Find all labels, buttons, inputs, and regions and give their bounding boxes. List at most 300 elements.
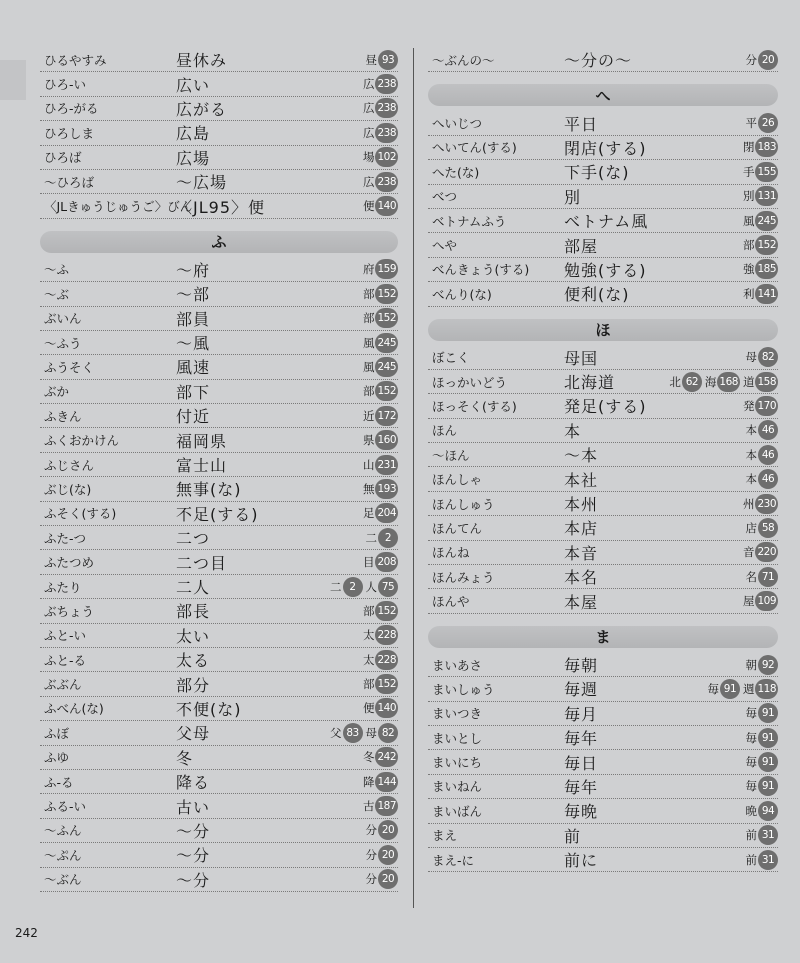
kanji-ref (366, 577, 399, 597)
ref-number-badge: 242 (375, 747, 398, 767)
entry-word: 本 (564, 421, 582, 441)
kanji-refs (363, 74, 398, 94)
kanji-ref (363, 196, 398, 216)
entry-word: 本名 (564, 568, 599, 588)
vocab-entry (40, 819, 398, 843)
kanji-ref (746, 850, 779, 870)
ref-kanji: 母 (745, 350, 757, 365)
ref-kanji: 降 (362, 774, 375, 789)
vocab-entry (428, 565, 778, 589)
vocab-entry (428, 443, 778, 467)
ref-kanji: 部 (362, 286, 375, 301)
kanji-refs (363, 796, 398, 816)
kanji-refs (363, 406, 398, 426)
kanji-refs (746, 113, 779, 133)
ref-kanji: 手 (742, 164, 755, 179)
vocab-entry (40, 721, 398, 745)
kanji-refs (746, 518, 779, 538)
entry-word: 福岡県 (176, 431, 228, 451)
entry-reading: ふたつめ (44, 555, 95, 571)
kanji-refs (669, 372, 778, 392)
kanji-refs (746, 850, 779, 870)
kanji-refs (746, 445, 779, 465)
entry-word: 二人 (176, 578, 211, 597)
entry-reading: ぶか (44, 384, 70, 400)
kanji-ref (363, 625, 398, 645)
entry-reading: ～ぶん (44, 872, 82, 888)
ref-number-badge: 152 (375, 601, 398, 621)
kanji-refs (363, 650, 398, 670)
entry-word: 広島 (176, 124, 211, 144)
entry-word: ～本 (564, 446, 599, 466)
entry-word: 毎晩 (564, 802, 599, 822)
entry-reading: ほんてん (432, 520, 483, 536)
ref-kanji: 本 (745, 472, 757, 487)
entry-word: 本社 (564, 470, 599, 490)
kanji-refs (746, 50, 779, 70)
ref-number-badge: 20 (378, 869, 398, 889)
ref-kanji: 本 (745, 447, 757, 462)
vocab-entry (428, 160, 778, 184)
entry-word: ～風 (176, 334, 211, 354)
ref-number-badge: 20 (758, 50, 778, 70)
kanji-ref (363, 796, 398, 816)
entry-reading: ひろ-がる (44, 101, 99, 117)
vocab-entry (40, 170, 398, 194)
vocab-entry (428, 677, 778, 701)
kanji-ref (746, 445, 779, 465)
kanji-refs (743, 235, 778, 255)
entry-word: 無事(な) (176, 480, 242, 500)
ref-number-badge: 109 (755, 591, 778, 611)
ref-number-badge: 238 (375, 74, 398, 94)
kanji-ref (705, 372, 740, 392)
ref-kanji: 店 (745, 520, 757, 535)
vocab-entry (40, 868, 398, 892)
kanji-ref (743, 542, 778, 562)
vocab-entry (40, 502, 398, 526)
kanji-refs (363, 123, 398, 143)
ref-kanji: 朝 (745, 657, 757, 672)
entry-reading: まいつき (432, 706, 483, 722)
entry-reading: ふたり (44, 579, 82, 595)
kanji-refs (746, 776, 779, 796)
entry-word: 平日 (564, 114, 599, 134)
entry-reading: ほんや (432, 594, 470, 610)
kanji-ref (363, 308, 398, 328)
kanji-ref (746, 567, 779, 587)
entry-word: 不足(する) (176, 504, 259, 524)
entry-reading: ひろば (44, 150, 82, 166)
kanji-ref (363, 650, 398, 670)
vocab-entry (40, 121, 398, 145)
column-divider (413, 48, 414, 908)
ref-number-badge: 152 (375, 308, 398, 328)
kanji-refs (363, 625, 398, 645)
ref-kanji: 本 (745, 423, 757, 438)
kanji-ref (366, 820, 399, 840)
vocab-entry (428, 185, 778, 209)
ref-number-badge: 71 (758, 567, 778, 587)
kanji-refs (746, 728, 779, 748)
kanji-refs (743, 542, 778, 562)
ref-number-badge: 2 (343, 577, 363, 597)
ref-number-badge: 220 (755, 542, 778, 562)
kanji-ref (363, 172, 398, 192)
right-column (428, 48, 778, 872)
kanji-ref (366, 869, 399, 889)
ref-number-badge: 152 (375, 284, 398, 304)
vocab-entry (428, 370, 778, 394)
kanji-ref (366, 528, 399, 548)
ref-kanji: 別 (742, 189, 755, 204)
ref-kanji: 昼 (365, 52, 377, 67)
kanji-ref (363, 674, 398, 694)
kanji-refs (746, 655, 779, 675)
entry-reading: 〈JLきゅうじゅうご〉びん (44, 199, 193, 215)
entry-reading: まいとし (432, 730, 483, 746)
kanji-ref (746, 703, 779, 723)
kanji-ref (363, 381, 398, 401)
ref-kanji: 二 (365, 530, 377, 545)
ref-kanji: 海 (704, 374, 717, 389)
kanji-ref (366, 723, 399, 743)
ref-number-badge: 46 (758, 445, 778, 465)
ref-number-badge: 2 (378, 528, 398, 548)
ref-kanji: 便 (362, 701, 375, 716)
entry-reading: ふと-い (44, 628, 87, 644)
entry-word: 付近 (176, 407, 211, 427)
kanji-ref (746, 825, 779, 845)
entry-reading: まいあさ (432, 657, 483, 673)
entry-word: 富士山 (176, 456, 228, 476)
ref-number-badge: 208 (375, 552, 398, 572)
entry-word: 部員 (176, 309, 211, 329)
vocab-entry (40, 307, 398, 331)
entry-reading: ひろ-い (44, 77, 87, 93)
ref-kanji: 山 (362, 457, 375, 472)
ref-number-badge: 230 (755, 494, 778, 514)
ref-number-badge: 183 (755, 137, 778, 157)
vocab-entry (40, 146, 398, 170)
kanji-ref (746, 50, 779, 70)
vocab-entry (40, 380, 398, 404)
entry-word: 下手(な) (564, 163, 630, 183)
entry-word: 〈JL95〉便 (176, 197, 265, 217)
kanji-refs (746, 825, 779, 845)
kanji-refs (330, 723, 398, 743)
entry-word: 太る (176, 651, 211, 671)
entry-reading: ベトナムふう (432, 213, 507, 229)
ref-kanji: 分 (365, 872, 377, 887)
ref-number-badge: 94 (758, 801, 778, 821)
entry-word: 不便(な) (176, 699, 242, 719)
entry-reading: ぶぶん (44, 677, 82, 693)
ref-kanji: 毎 (745, 755, 757, 770)
vocab-entry (428, 467, 778, 491)
entry-reading: ふぼ (44, 725, 70, 741)
kanji-ref (743, 211, 778, 231)
ref-number-badge: 91 (758, 703, 778, 723)
kanji-ref (363, 406, 398, 426)
vocab-entry (40, 526, 398, 550)
kanji-refs (363, 674, 398, 694)
ref-number-badge: 152 (375, 674, 398, 694)
vocab-entry (428, 492, 778, 516)
ref-number-badge: 152 (755, 235, 778, 255)
entry-word: ～分 (176, 821, 211, 841)
entry-reading: ふじさん (44, 457, 95, 473)
entry-word: 本屋 (564, 592, 599, 612)
kanji-refs (743, 494, 778, 514)
entry-reading: ほんしゃ (432, 472, 483, 488)
ref-number-badge: 140 (375, 196, 398, 216)
ref-number-badge: 238 (375, 123, 398, 143)
ref-number-badge: 231 (375, 455, 398, 475)
ref-number-badge: 75 (378, 577, 398, 597)
kanji-refs (363, 284, 398, 304)
ref-number-badge: 26 (758, 113, 778, 133)
entry-word: ベトナム風 (564, 212, 649, 232)
ref-kanji: 近 (362, 408, 375, 423)
vocab-entry (40, 194, 398, 218)
ref-number-badge: 170 (755, 396, 778, 416)
entry-word: 二つ (176, 529, 211, 549)
ref-kanji: 父 (330, 725, 342, 740)
kanji-ref (363, 552, 398, 572)
kanji-refs (330, 577, 398, 597)
kanji-refs (743, 137, 778, 157)
kanji-ref (743, 162, 778, 182)
ref-kanji: 部 (362, 603, 375, 618)
kanji-ref (746, 469, 779, 489)
entry-reading: ふくおかけん (44, 433, 120, 449)
vocab-entry (428, 111, 778, 135)
entry-word: 毎朝 (564, 656, 599, 675)
vocab-entry (40, 428, 398, 452)
kanji-ref (363, 772, 398, 792)
entry-reading: へた(な) (432, 164, 480, 180)
entry-reading: まいばん (432, 803, 483, 819)
entry-reading: まいねん (432, 779, 483, 795)
ref-kanji: 分 (365, 823, 377, 838)
ref-kanji: 分 (745, 52, 757, 67)
entry-reading: べつ (432, 189, 458, 205)
kanji-ref (363, 74, 398, 94)
kanji-refs (363, 333, 398, 353)
kanji-ref (746, 801, 779, 821)
ref-kanji: 広 (362, 125, 375, 140)
entry-reading: ふと-る (44, 652, 87, 668)
kanji-ref (743, 679, 778, 699)
entry-word: 閉店(する) (564, 138, 647, 158)
entry-reading: ～ふう (44, 335, 82, 351)
entry-word: 便利(な) (564, 285, 630, 305)
kanji-ref (363, 747, 398, 767)
ref-number-badge: 228 (375, 625, 398, 645)
ref-kanji: 太 (362, 628, 375, 643)
kanji-refs (363, 172, 398, 192)
entry-word: 父母 (176, 724, 211, 744)
ref-number-badge: 91 (758, 728, 778, 748)
ref-number-badge: 93 (378, 50, 398, 70)
ref-number-badge: 91 (720, 679, 740, 699)
kanji-refs (363, 98, 398, 118)
kanji-ref (746, 347, 779, 367)
entry-reading: ほんみょう (432, 569, 495, 585)
ref-kanji: 便 (362, 199, 375, 214)
entry-reading: ふそく(する) (44, 506, 117, 522)
ref-number-badge: 152 (375, 381, 398, 401)
entry-reading: へや (432, 238, 458, 254)
entry-reading: ふうそく (44, 359, 95, 375)
entry-word: 部長 (176, 602, 211, 622)
vocab-entry (428, 702, 778, 726)
ref-kanji: 目 (362, 555, 375, 570)
entry-word: 広い (176, 75, 211, 95)
entry-reading: ぼこく (432, 350, 470, 366)
ref-kanji: 広 (362, 101, 375, 116)
ref-number-badge: 185 (755, 259, 778, 279)
entry-word: ～分 (176, 846, 211, 866)
entry-word: 勉強(する) (564, 260, 647, 280)
kanji-refs (363, 455, 398, 475)
ref-number-badge: 131 (755, 186, 778, 206)
vocab-entry (428, 282, 778, 306)
entry-word: 二つ目 (176, 553, 228, 573)
vocab-entry (428, 136, 778, 160)
entry-reading: ほんしゅう (432, 496, 495, 512)
vocab-entry (40, 404, 398, 428)
entry-reading: ふた-つ (44, 530, 87, 546)
ref-number-badge: 141 (755, 284, 778, 304)
entry-word: ～府 (176, 260, 211, 280)
ref-number-badge: 245 (375, 357, 398, 377)
vocab-entry (428, 394, 778, 418)
ref-number-badge: 172 (375, 406, 398, 426)
kanji-ref (743, 259, 778, 279)
ref-kanji: 前 (745, 828, 757, 843)
ref-kanji: 発 (742, 398, 755, 413)
ref-kanji: 無 (362, 481, 375, 496)
entry-word: 毎週 (564, 680, 599, 700)
entry-word: 風速 (176, 358, 211, 378)
entry-reading: まえ-に (432, 852, 475, 868)
ref-kanji: 分 (365, 847, 377, 862)
ref-number-badge: 204 (375, 503, 398, 523)
kanji-ref (363, 147, 398, 167)
entry-reading: ぶちょう (44, 603, 95, 619)
kanji-refs (366, 820, 399, 840)
ref-kanji: 晩 (745, 803, 757, 818)
ref-kanji: 前 (745, 852, 757, 867)
vocab-entry (40, 331, 398, 355)
kanji-ref (330, 723, 363, 743)
kanji-ref (746, 518, 779, 538)
ref-kanji: 毎 (707, 681, 719, 696)
ref-number-badge: 140 (375, 698, 398, 718)
section-header: ま (428, 626, 778, 648)
entry-reading: ぶいん (44, 311, 82, 327)
kanji-ref (743, 494, 778, 514)
ref-kanji: 部 (362, 384, 375, 399)
entry-word: 広がる (176, 99, 228, 119)
entry-reading: ～ぷん (44, 847, 82, 863)
ref-number-badge: 187 (375, 796, 398, 816)
ref-number-badge: 193 (375, 479, 398, 499)
entry-reading: へいてん(する) (432, 140, 517, 156)
vocab-entry (428, 775, 778, 799)
vocab-entry (40, 648, 398, 672)
kanji-ref (743, 137, 778, 157)
vocab-entry (40, 258, 398, 282)
vocab-entry (428, 848, 778, 872)
ref-number-badge: 31 (758, 825, 778, 845)
vocab-entry (40, 453, 398, 477)
section-header: へ (428, 84, 778, 106)
ref-number-badge: 91 (758, 752, 778, 772)
kanji-refs (363, 503, 398, 523)
ref-number-badge: 245 (755, 211, 778, 231)
kanji-ref (363, 98, 398, 118)
vocab-entry (428, 824, 778, 848)
kanji-refs (363, 479, 398, 499)
kanji-ref (743, 396, 778, 416)
vocab-entry (40, 770, 398, 794)
vocab-entry (40, 48, 398, 72)
entry-word: 部屋 (564, 236, 599, 256)
entry-reading: ふべん(な) (44, 701, 104, 717)
ref-kanji: 部 (362, 677, 375, 692)
kanji-refs (746, 752, 779, 772)
vocab-entry (40, 355, 398, 379)
kanji-ref (363, 455, 398, 475)
kanji-ref (746, 776, 779, 796)
kanji-ref (363, 430, 398, 450)
ref-kanji: 北 (669, 374, 681, 389)
ref-kanji: 部 (362, 311, 375, 326)
ref-number-badge: 155 (755, 162, 778, 182)
kanji-refs (363, 357, 398, 377)
ref-kanji: 風 (362, 335, 375, 350)
entry-reading: ふゆ (44, 750, 70, 766)
kanji-refs (363, 308, 398, 328)
entry-reading: ～ふ (44, 262, 70, 278)
vocab-entry (40, 843, 398, 867)
vocab-entry (428, 258, 778, 282)
vocab-entry (40, 624, 398, 648)
ref-number-badge: 82 (378, 723, 398, 743)
ref-kanji: 強 (742, 262, 755, 277)
kanji-ref (366, 50, 399, 70)
kanji-ref (366, 845, 399, 865)
ref-number-badge: 238 (375, 98, 398, 118)
kanji-refs (743, 162, 778, 182)
entry-word: 本州 (564, 495, 599, 515)
entry-word: 冬 (176, 748, 194, 768)
entry-word: 北海道 (564, 373, 616, 393)
kanji-refs (743, 186, 778, 206)
entry-reading: まえ (432, 828, 458, 844)
entry-reading: べんり(な) (432, 286, 492, 302)
ref-kanji: 冬 (362, 750, 375, 765)
entry-reading: ほっかいどう (432, 374, 508, 390)
section-header: ほ (428, 319, 778, 341)
vocab-entry (40, 575, 398, 599)
vocab-entry (40, 282, 398, 306)
vocab-entry (428, 589, 778, 613)
ref-number-badge: 20 (378, 845, 398, 865)
